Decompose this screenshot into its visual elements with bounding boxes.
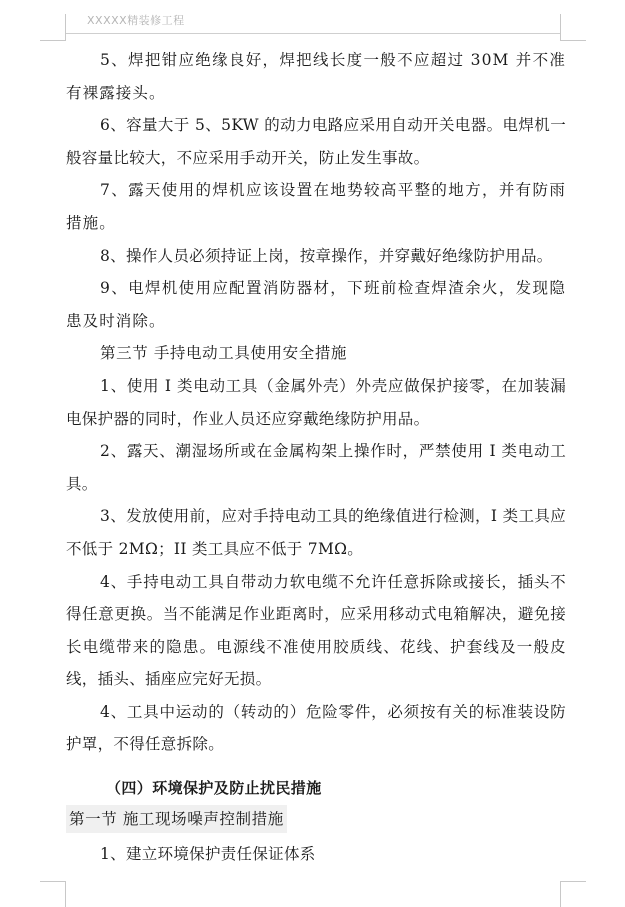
paragraph-tools-1: 1、使用 I 类电动工具（金属外壳）外壳应做保护接零，在加装漏电保护器的同时，作业人员还应穿戴绝缘防护用品。 <box>66 376 566 428</box>
crop-mark-top-left-h <box>40 40 66 41</box>
crop-mark-bottom-right-h <box>560 881 586 882</box>
document-body <box>66 44 566 870</box>
crop-mark-top-right-v <box>560 14 561 41</box>
page-header: XXXXX精装修工程 <box>87 14 185 27</box>
paragraph-welding-5: 5、焊把钳应绝缘良好，焊把线长度一般不应超过 30M 并不准有裸露接头。 <box>66 51 566 102</box>
paragraph-welding-6: 6、容量大于 5、5KW 的动力电路应采用自动开关电器。电焊机一般容量比较大，不应采用手动开关，防止发生事故。 <box>66 116 566 167</box>
section-heading-power-tools: 第三节 手持电动工具使用安全措施 <box>100 344 348 363</box>
paragraph-environment-1: 1、建立环境保护责任保证体系 <box>100 844 316 863</box>
chapter-heading-environment: （四）环境保护及防止扰民措施 <box>106 779 322 798</box>
paragraph-tools-2: 2、露天、潮湿场所或在金属构架上操作时，严禁使用 I 类电动工具。 <box>66 442 566 493</box>
crop-mark-top-left-v <box>65 14 66 41</box>
paragraph-tools-4b: 4、工具中运动的（转动的）危险零件，必须按有关的标准装设防护罩，不得任意拆除。 <box>66 702 566 754</box>
crop-mark-top-right-h <box>560 40 586 41</box>
crop-mark-bottom-left-h <box>40 881 66 882</box>
paragraph-tools-4: 4、手持电动工具自带动力软电缆不允许任意拆除或接长，插头不得任意更换。当不能满足作业距离时，应采用移动式电箱解决，避免接长电缆带来的隐患。电源线不准使用胶质线、花线、护套线及一般皮线，插头、插座应完好无损。 <box>66 572 566 689</box>
paragraph-welding-7: 7、露天使用的焊机应该设置在地势较高平整的地方，并有防雨措施。 <box>66 181 566 232</box>
section-heading-noise-control: 第一节 施工现场噪声控制措施 <box>66 805 287 833</box>
crop-mark-bottom-left-v <box>65 881 66 907</box>
paragraph-welding-9: 9、电焊机使用应配置消防器材，下班前检查焊渣余火，发现隐患及时消除。 <box>66 279 566 330</box>
header-divider <box>66 33 560 34</box>
paragraph-welding-8: 8、操作人员必须持证上岗，按章操作，并穿戴好绝缘防护用品。 <box>100 246 553 265</box>
crop-mark-bottom-right-v <box>560 881 561 907</box>
paragraph-tools-3: 3、发放使用前，应对手持电动工具的绝缘值进行检测，I 类工具应不低于 2MΩ；II 类工具应不低于 7MΩ。 <box>66 507 566 558</box>
